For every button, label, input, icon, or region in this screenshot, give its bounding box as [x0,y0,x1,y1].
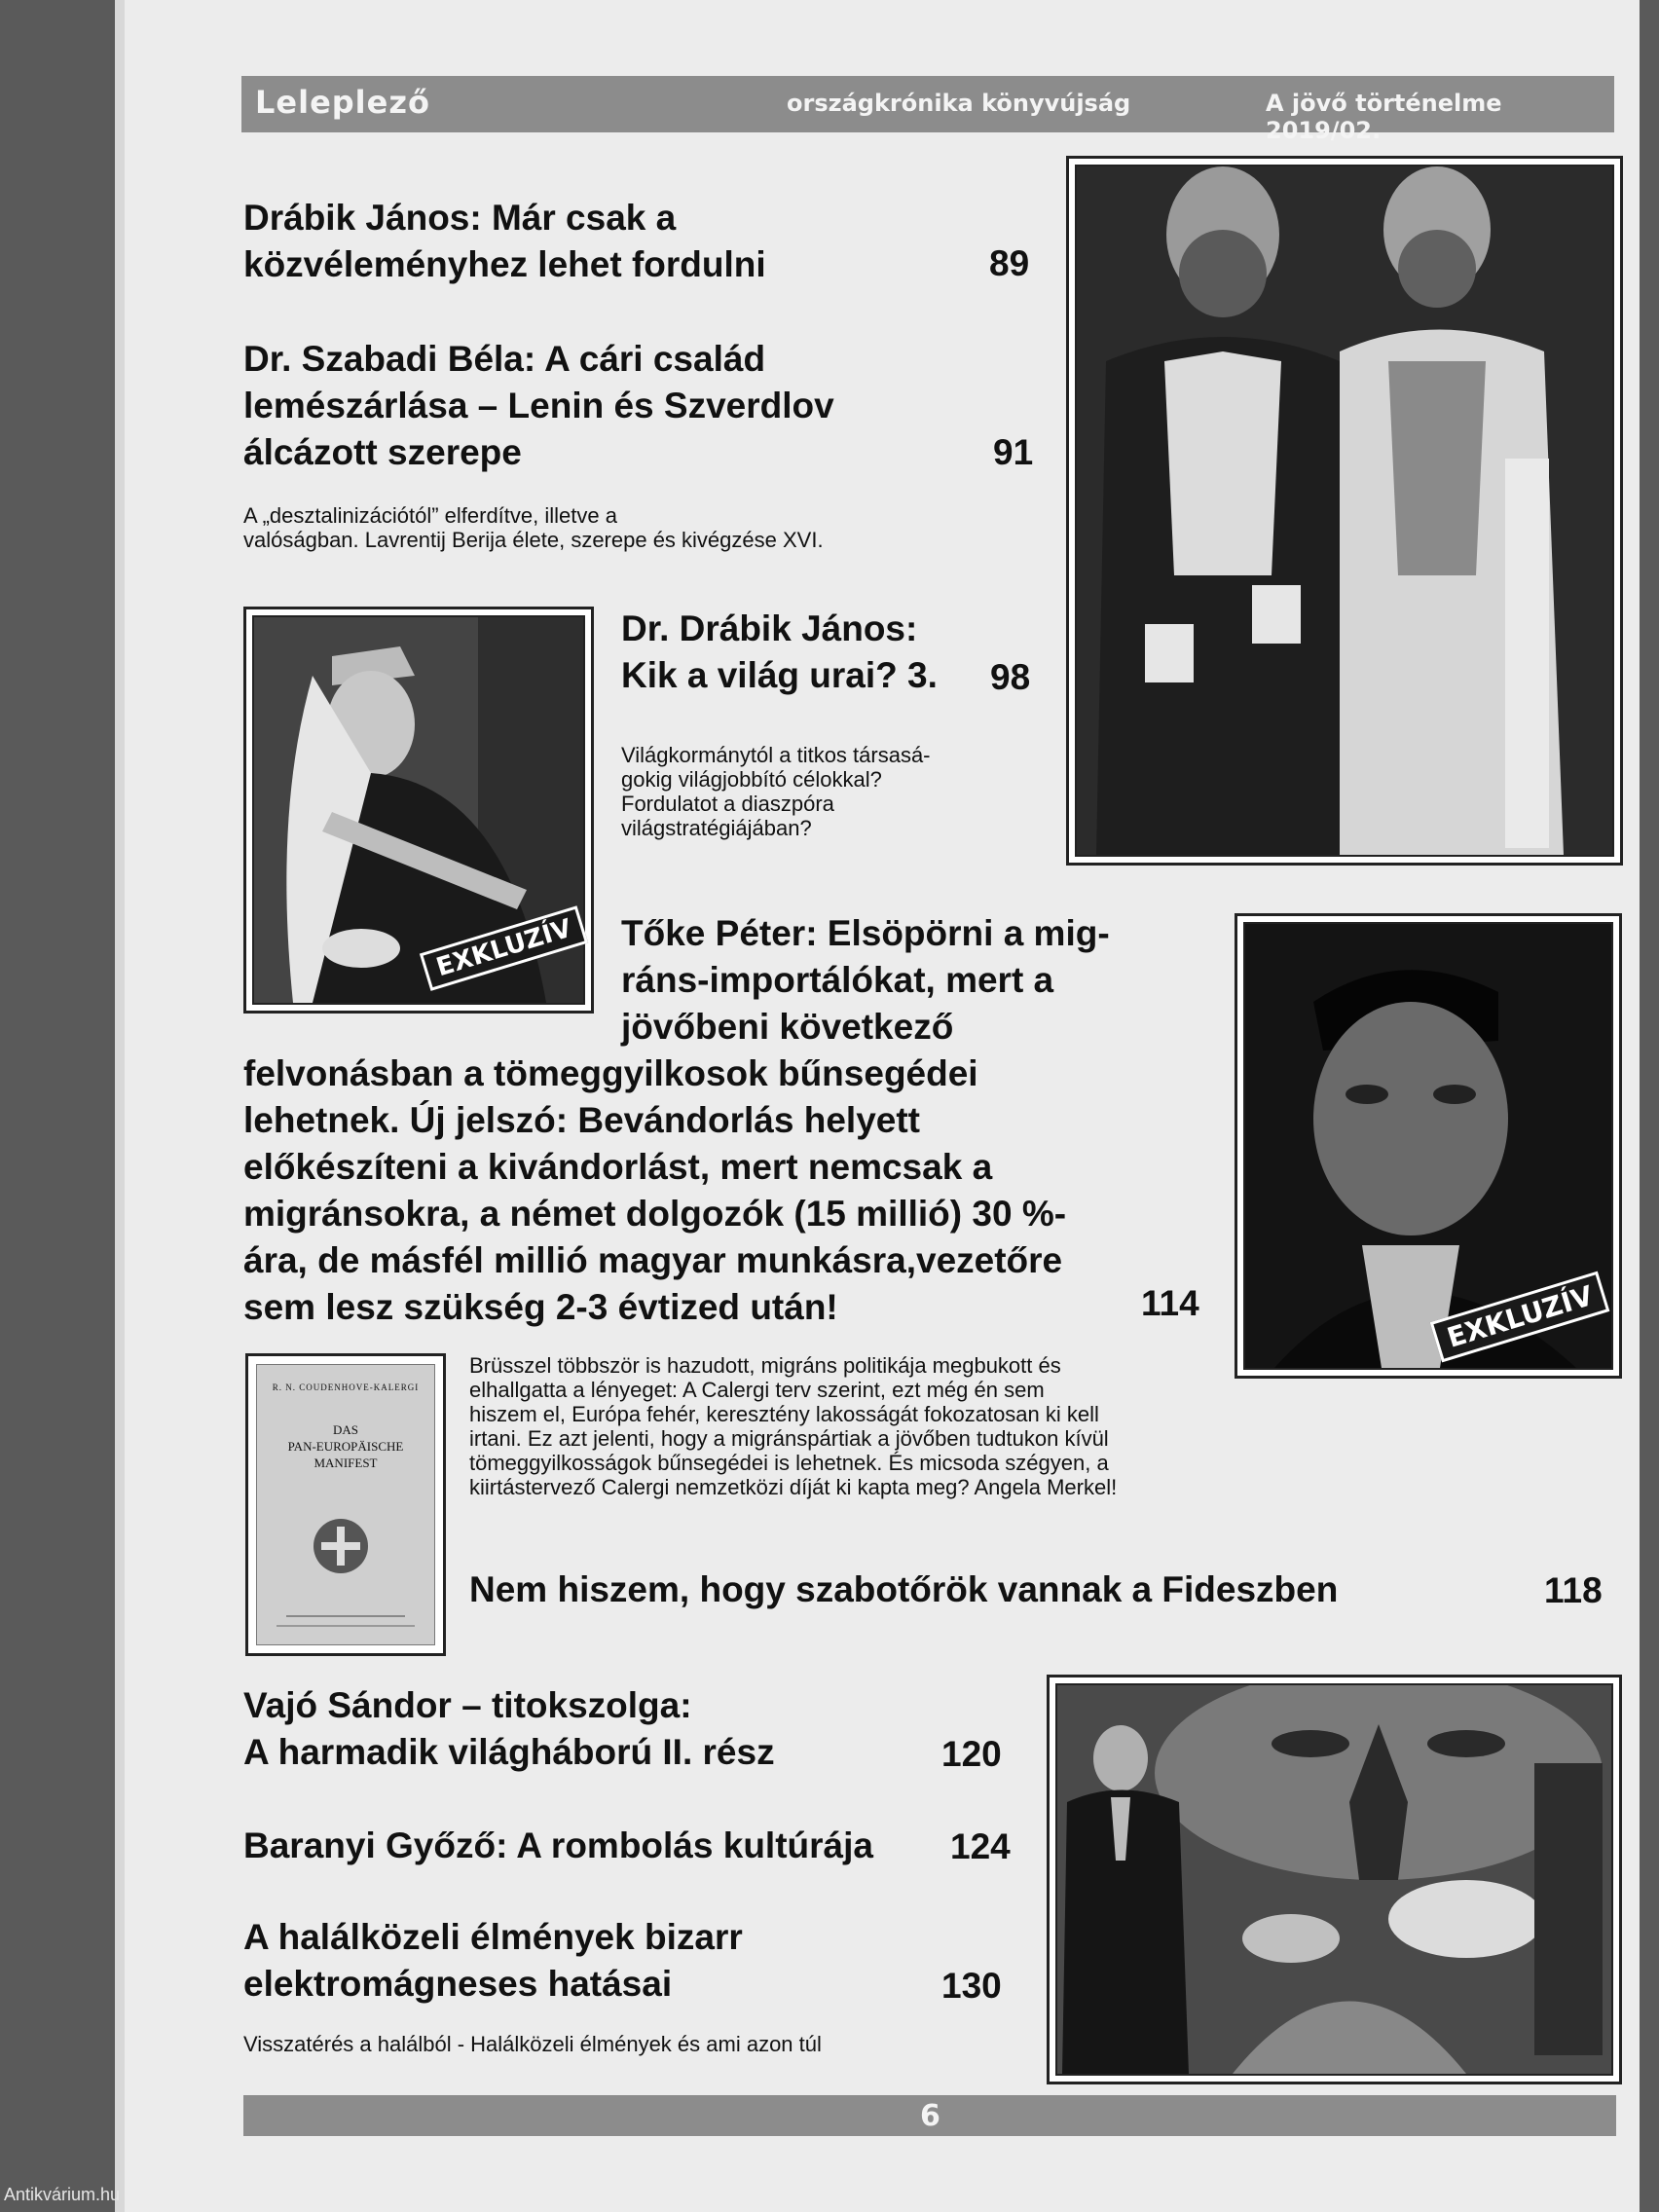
page-number: 91 [993,432,1034,472]
title-line: A halálközeli élmények bizarr [243,1917,743,1957]
page-header [241,76,1614,144]
cross-emblem-icon [313,1519,368,1573]
title-line: Drábik János: Már csak a [243,198,677,238]
article-title [243,336,834,476]
article-title: Baranyi Győző: A rombolás kultúrája [243,1825,873,1865]
desc-line: gokig világjobbító célokkal? [621,767,882,792]
royals-illustration [1077,166,1612,855]
title-line: ráns-importálókat, mert a [621,960,1054,1000]
book-title-line: MANIFEST [313,1456,378,1470]
title-line: előkészíteni a kivándorlást, mert nemcsak a [243,1147,993,1187]
title-line: Vajó Sándor – titokszolga: [243,1685,692,1725]
exclusive-badge: EXKLUZÍV [1430,1272,1610,1363]
title-line: álcázott szerepe [243,432,522,472]
photo-portrait [1235,913,1622,1379]
page-number: 120 [941,1734,1002,1774]
book-title-line: PAN-EUROPÄISCHE [287,1439,404,1454]
page-number: 89 [989,243,1030,283]
page-footer [243,2095,1616,2136]
title-line: migránsokra, a német dolgozók (15 millió) 30 %- [243,1194,1067,1234]
exclusive-badge: EXKLUZÍV [420,905,589,991]
title-line: jövőbeni következő [621,1007,954,1047]
article-title: Nem hiszem, hogy szabotőrök vannak a Fideszben [469,1569,1339,1609]
title-line: elektromágneses hatásai [243,1964,673,2004]
page-number: 114 [1141,1283,1199,1323]
desc-line: Világkormánytól a titkos társasá- [621,743,931,767]
page-number: 130 [941,1966,1002,2006]
page-number: 118 [1544,1570,1603,1610]
title-line: Dr. Szabadi Béla: A cári család [243,339,766,379]
article-title [243,1914,743,2008]
title-line: Kik a világ urai? 3. [621,655,938,695]
article-title-continued [243,1051,1066,1331]
header-center: országkrónika könyvújság [787,90,1131,117]
article-description [621,743,931,840]
watermark: Antikvárium.hu [4,2185,121,2204]
header-right: A jövő történelme 2019/02. [1266,90,1502,144]
article-description: Visszatérés a halálból - Halálközeli élmények és ami azon túl [243,2032,822,2056]
page-number: 98 [990,657,1031,697]
desc-line: Brüsszel többször is hazudott, migráns politikája megbukott és [469,1353,1061,1378]
title-line: Tőke Péter: Elsöpörni a mig- [621,913,1110,953]
title-line: lehetnek. Új jelszó: Bevándorlás helyett [243,1100,920,1140]
article-title [243,1682,775,1776]
article-description [469,1353,1117,1499]
title-line: közvéleményhez lehet fordulni [243,244,766,284]
desc-line: hiszem el, Európa fehér, keresztény lakosságát fokozatosan ki kell [469,1402,1099,1426]
title-line: lemészárlása – Lenin és Szverdlov [243,386,834,425]
desc-line: irtani. Ez azt jelenti, hogy a migránspártiak a jövőben tudtukon kívül [469,1426,1109,1451]
war-collage-illustration [1057,1685,1611,2074]
article-title [621,606,938,699]
desc-line: tömeggyilkosságok bűnsegédei is lehetnek. És micsoda szégyen, a [469,1451,1109,1475]
title-line: ára, de másfél millió magyar munkásra,vezetőre [243,1240,1063,1280]
article-description [243,503,824,552]
header-left: Leleplező [255,84,430,121]
title-line: sem lesz szükség 2-3 évtized után! [243,1287,838,1327]
photo-queen [243,607,594,1014]
page-number: 124 [950,1826,1011,1866]
desc-line: kiirtástervező Calergi nemzetközi díját ki kapta meg? Angela Merkel! [469,1475,1118,1499]
title-line: Dr. Drábik János: [621,608,918,648]
photo-royals [1066,156,1623,866]
desc-line: A „desztalinizációtól” elferdítve, illetve a [243,503,617,528]
photo-war-collage [1047,1675,1622,2084]
article-title [621,910,1110,1051]
book-author: R. N. COUDENHOVE-KALERGI [272,1382,420,1392]
desc-line: Fordulatot a diaszpóra [621,792,834,816]
desc-line: világstratégiájában? [621,816,812,840]
desc-line: valóságban. Lavrentij Berija élete, szerepe és kivégzése XVI. [243,528,824,552]
book-title-line: DAS [332,1422,358,1437]
desc-line: elhallgatta a lényeget: A Calergi terv szerint, ezt még én sem [469,1378,1045,1402]
footer-page-number: 6 [920,2099,940,2133]
book-cover [245,1353,446,1656]
title-line: A harmadik világháború II. rész [243,1732,775,1772]
title-line: felvonásban a tömeggyilkosok bűnsegédei [243,1053,978,1093]
article-title [243,195,766,288]
